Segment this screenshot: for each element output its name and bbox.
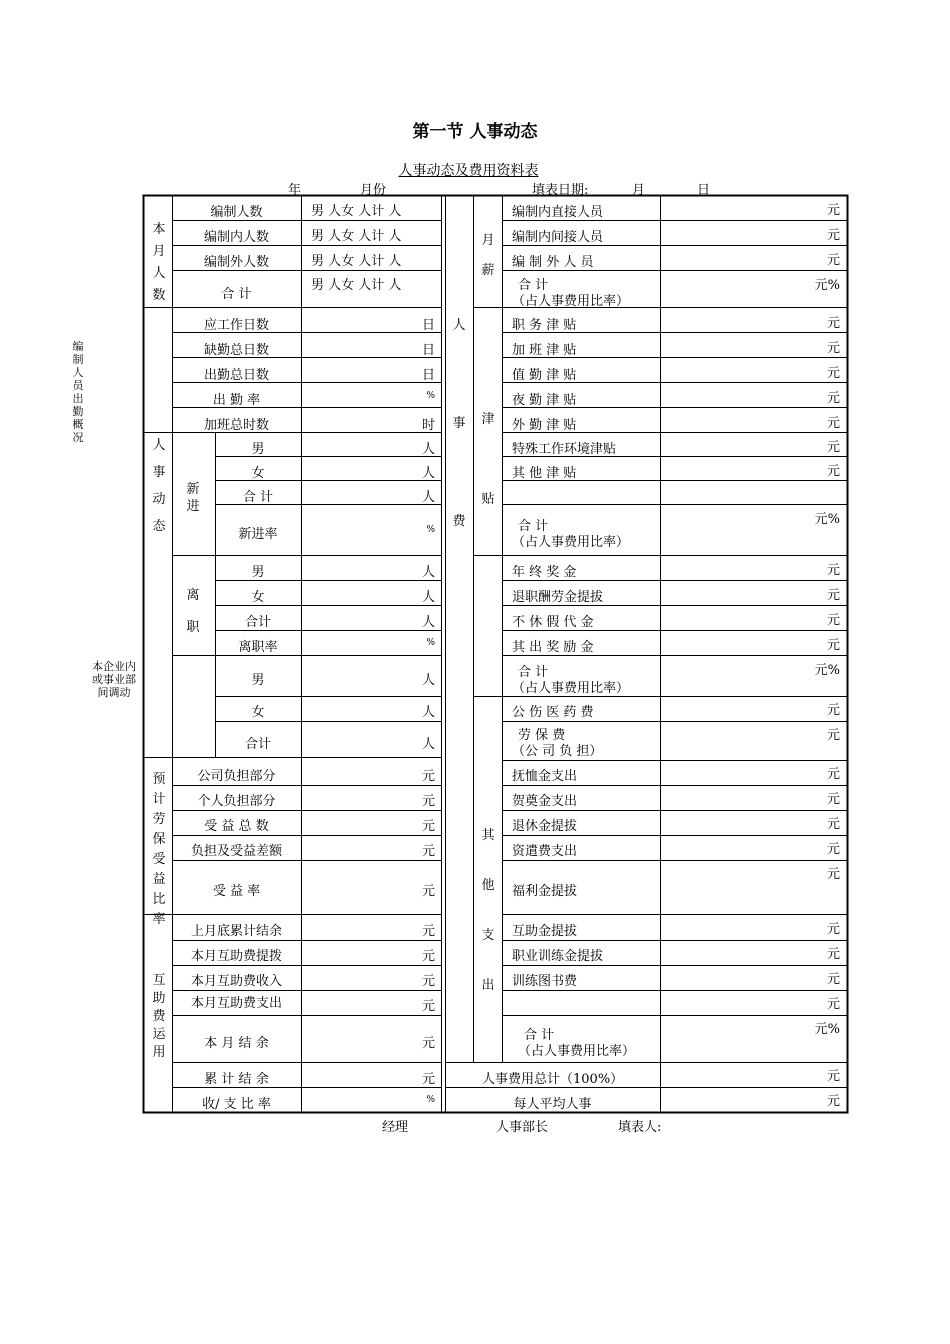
- unit-yuan[interactable]: 元: [826, 972, 840, 987]
- unit-yuan[interactable]: 元: [826, 341, 840, 356]
- gender-count-field[interactable]: 男 人女 人计 人: [311, 229, 402, 244]
- row-label: 公司负担部分: [197, 769, 276, 784]
- unit-yuan[interactable]: 元: [826, 366, 840, 381]
- row-label: 收/ 支 比 率: [202, 1097, 271, 1112]
- row-note: （占人事费用比率）: [512, 535, 630, 550]
- section-mutual-aid: 互助费运用: [152, 973, 166, 1060]
- row-label: 男: [251, 565, 265, 580]
- unit-yuan-pct[interactable]: 元%: [814, 1022, 840, 1037]
- unit-yuan[interactable]: 元: [421, 844, 435, 859]
- unit-yuan[interactable]: 元: [826, 1069, 840, 1084]
- unit-person[interactable]: 人: [421, 442, 435, 457]
- row-label: 不 休 假 代 金: [512, 615, 594, 630]
- unit-yuan[interactable]: 元: [421, 974, 435, 989]
- row-label: 加班总时数: [203, 418, 269, 433]
- unit-person[interactable]: 人: [421, 490, 435, 505]
- fill-date-label: 填表日期:: [532, 183, 589, 198]
- row-label: 本月互助费收入: [190, 974, 282, 989]
- unit-yuan[interactable]: 元: [826, 638, 840, 653]
- row-label: 编 制 外 人 员: [512, 255, 594, 270]
- row-label: 缺勤总日数: [203, 343, 269, 358]
- row-label: 资遣费支出: [512, 844, 578, 859]
- row-label: 夜 勤 津 贴: [512, 393, 577, 408]
- unit-yuan[interactable]: 元: [826, 842, 840, 857]
- row-label: 抚恤金支出: [512, 769, 578, 784]
- unit-yuan[interactable]: 元: [421, 1072, 435, 1087]
- row-label: 人事费用总计（100%）: [482, 1072, 624, 1087]
- section-personnel-dynamics: 人事动态: [152, 438, 166, 534]
- row-label: 男: [251, 673, 265, 688]
- unit-yuan[interactable]: 元: [826, 997, 840, 1012]
- side-label-attendance: 编制人员出勤概况: [72, 340, 84, 444]
- footer-manager: 经理: [382, 1120, 409, 1135]
- unit-person[interactable]: 人: [421, 615, 435, 630]
- unit-yuan-pct[interactable]: 元%: [814, 512, 840, 527]
- unit-yuan[interactable]: 元: [421, 794, 435, 809]
- row-label: 每人平均人事: [513, 1097, 592, 1112]
- row-label: 女: [251, 705, 265, 720]
- unit-pct[interactable]: %: [426, 391, 435, 401]
- unit-yuan[interactable]: 元: [826, 867, 840, 882]
- row-label: 合 计: [524, 1028, 555, 1043]
- unit-yuan[interactable]: 元: [826, 947, 840, 962]
- row-label: 贺奠金支出: [512, 794, 578, 809]
- unit-yuan[interactable]: 元: [826, 588, 840, 603]
- unit-yuan[interactable]: 元: [826, 391, 840, 406]
- row-label: 本 月 结 余: [204, 1036, 269, 1051]
- page-title: 第一节 人事动态: [412, 122, 538, 142]
- row-label: 编制内人数: [203, 230, 269, 245]
- row-note: （占人事费用比率）: [518, 1044, 636, 1059]
- section-headcount: 本月人数: [152, 222, 166, 303]
- unit-person[interactable]: 人: [421, 705, 435, 720]
- unit-person[interactable]: 人: [421, 590, 435, 605]
- unit-person[interactable]: 人: [421, 737, 435, 752]
- row-label: 特殊工作环境津贴: [512, 442, 617, 457]
- section-monthly-salary: 月薪: [481, 233, 495, 278]
- unit-yuan[interactable]: 元: [421, 884, 435, 899]
- date-year: 年: [288, 183, 302, 198]
- gender-count-field[interactable]: 男 人女 人计 人: [311, 278, 402, 293]
- row-label: 合计: [244, 615, 271, 630]
- row-note: （公 司 负 担）: [512, 744, 603, 759]
- unit-yuan[interactable]: 元: [826, 817, 840, 832]
- unit-yuan[interactable]: 元: [826, 440, 840, 455]
- unit-yuan[interactable]: 元: [826, 728, 840, 743]
- unit-person[interactable]: 人: [421, 466, 435, 481]
- row-label: 合 计: [518, 278, 549, 293]
- row-label: 退休金提拔: [512, 819, 578, 834]
- unit-yuan-pct[interactable]: 元%: [814, 663, 840, 678]
- unit-yuan-pct[interactable]: 元%: [814, 278, 840, 293]
- fill-date-month: 月: [632, 183, 646, 198]
- row-label: 其 出 奖 励 金: [512, 640, 594, 655]
- unit-yuan[interactable]: 元: [826, 922, 840, 937]
- row-label: 累 计 结 余: [204, 1072, 269, 1087]
- row-note: （占人事费用比率）: [512, 681, 630, 696]
- unit-pct[interactable]: %: [426, 525, 435, 535]
- table-title: 人事动态及费用资料表: [398, 163, 539, 179]
- row-label: 其 他 津 贴: [512, 466, 577, 481]
- unit-day[interactable]: 日: [421, 368, 435, 383]
- row-label: 女: [251, 590, 265, 605]
- row-label: 新进率: [238, 527, 278, 542]
- row-label: 离职率: [238, 640, 278, 655]
- gender-count-field[interactable]: 男 人女 人计 人: [311, 204, 402, 219]
- row-label: 本月互助费支出: [190, 996, 282, 1011]
- row-label: 男: [251, 442, 265, 457]
- row-label: 应工作日数: [203, 318, 269, 333]
- unit-yuan[interactable]: 元: [826, 792, 840, 807]
- unit-yuan[interactable]: 元: [826, 203, 840, 218]
- row-label: 劳 保 费: [518, 728, 566, 743]
- section-allowance: 津贴: [481, 412, 495, 507]
- unit-pct[interactable]: %: [426, 1095, 435, 1105]
- row-label: 合 计: [518, 665, 549, 680]
- row-label: 编制内间接人员: [512, 230, 604, 245]
- date-month-label: 月份: [360, 183, 387, 198]
- unit-yuan[interactable]: 元: [421, 819, 435, 834]
- row-label: 合 计: [518, 519, 549, 534]
- unit-yuan[interactable]: 元: [826, 563, 840, 578]
- unit-pct[interactable]: %: [426, 638, 435, 648]
- row-label: 福利金提拔: [512, 884, 578, 899]
- unit-yuan[interactable]: 元: [826, 613, 840, 628]
- unit-person[interactable]: 人: [421, 673, 435, 688]
- row-label: 编制人数: [210, 205, 263, 220]
- row-label: 受 益 率: [212, 884, 261, 899]
- row-label: 加 班 津 贴: [512, 343, 577, 358]
- unit-yuan[interactable]: 元: [826, 767, 840, 782]
- unit-day[interactable]: 日: [421, 318, 435, 333]
- row-label: 出勤总日数: [203, 368, 269, 383]
- row-label: 职业训练金提拔: [512, 949, 604, 964]
- unit-yuan[interactable]: 元: [421, 1036, 435, 1051]
- row-label: 训练图书费: [512, 974, 578, 989]
- section-other-expense: 其他支出: [481, 828, 495, 993]
- row-label: 个人负担部分: [197, 794, 276, 809]
- row-label: 公 伤 医 药 费: [512, 705, 594, 720]
- unit-yuan[interactable]: 元: [826, 703, 840, 718]
- footer-hr-head: 人事部长: [496, 1120, 549, 1135]
- row-label: 合计: [244, 737, 271, 752]
- unit-day[interactable]: 日: [421, 343, 435, 358]
- side-label-transfer: 本企业内或事业部间调动: [92, 660, 136, 699]
- unit-yuan[interactable]: 元: [826, 316, 840, 331]
- row-label: 女: [251, 466, 265, 481]
- row-label: 外 勤 津 贴: [512, 418, 577, 433]
- footer-filler: 填表人:: [618, 1120, 662, 1135]
- unit-person[interactable]: 人: [421, 565, 435, 580]
- row-label: 编制外人数: [203, 255, 269, 270]
- row-note: （占人事费用比率）: [512, 294, 630, 309]
- unit-yuan[interactable]: 元: [826, 253, 840, 268]
- section-new-hire: 新进: [186, 482, 200, 514]
- unit-yuan[interactable]: 元: [826, 228, 840, 243]
- unit-yuan[interactable]: 元: [421, 769, 435, 784]
- row-label: 合 计: [221, 287, 252, 302]
- row-label: 编制内直接人员: [512, 205, 604, 220]
- gender-count-field[interactable]: 男 人女 人计 人: [311, 254, 402, 269]
- row-label: 本月互助费提拨: [190, 949, 282, 964]
- row-label: 职 务 津 贴: [512, 318, 577, 333]
- row-label: 出 勤 率: [212, 393, 261, 408]
- unit-yuan[interactable]: 元: [421, 924, 435, 939]
- row-label: 合 计: [242, 490, 274, 505]
- unit-yuan[interactable]: 元: [826, 1094, 840, 1109]
- section-insurance: 预计劳保受益比率: [152, 772, 166, 927]
- unit-yuan[interactable]: 元: [421, 949, 435, 964]
- row-label: 上月底累计结余: [190, 924, 282, 939]
- section-personnel-cost: 人事费: [452, 318, 466, 529]
- fill-date-day: 日: [697, 183, 711, 198]
- row-label: 值 勤 津 贴: [512, 368, 577, 383]
- section-resign: 离职: [186, 588, 200, 635]
- row-label: 年 终 奖 金: [512, 565, 577, 580]
- row-label: 负担及受益差额: [190, 844, 282, 859]
- unit-yuan[interactable]: 元: [826, 464, 840, 479]
- row-label: 退职酬劳金提拔: [512, 590, 604, 605]
- row-label: 互助金提拔: [512, 924, 578, 939]
- row-label: 受 益 总 数: [204, 819, 269, 834]
- unit-yuan[interactable]: 元: [421, 999, 435, 1014]
- unit-yuan[interactable]: 元: [826, 416, 840, 431]
- unit-hour[interactable]: 时: [421, 418, 435, 433]
